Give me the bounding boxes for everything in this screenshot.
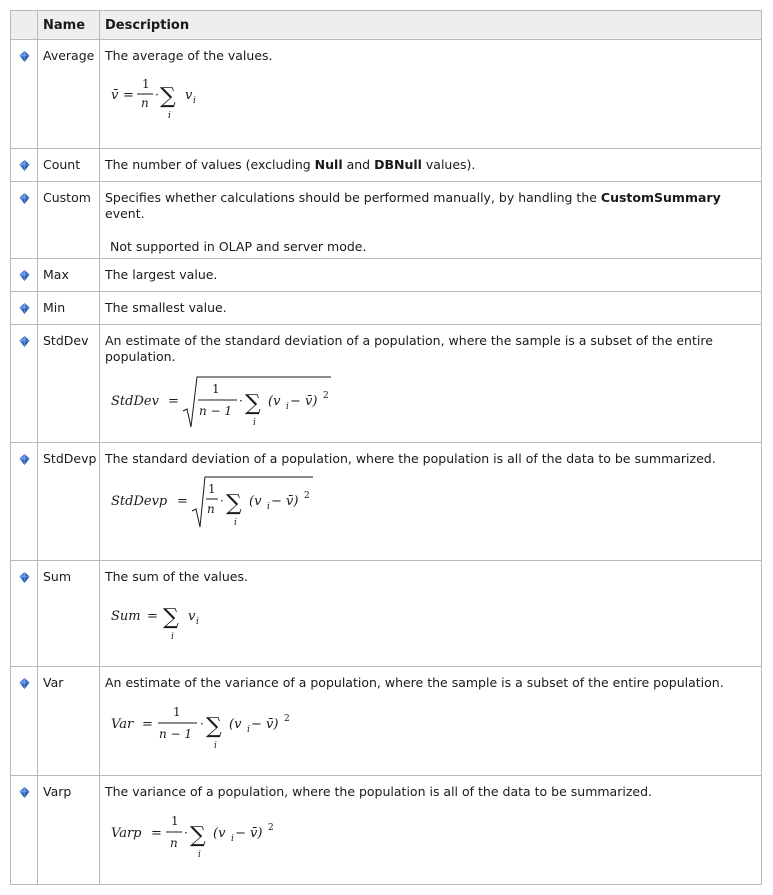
formula-lhs: StdDev <box>111 394 159 409</box>
formula-num: 1 <box>171 814 179 828</box>
formula-lhs: Sum <box>111 609 141 624</box>
enum-member-icon <box>19 160 30 171</box>
formula-num: 1 <box>208 482 216 496</box>
svg-text:·: · <box>200 717 204 731</box>
member-note: Not supported in OLAP and server mode. <box>110 239 367 254</box>
table-row <box>11 259 762 292</box>
formula-sigma: ∑ <box>160 84 176 109</box>
formula-body: (v <box>249 494 262 509</box>
formula-body: (v <box>229 717 242 732</box>
keyword-dbnull: DBNull <box>374 157 422 172</box>
member-name: StdDev <box>38 325 100 443</box>
member-description-cell <box>100 776 762 885</box>
header-icon-col <box>11 11 38 40</box>
member-description-cell <box>100 443 762 561</box>
formula-tail: − v̄) <box>251 717 279 732</box>
formula-lhs: v̄ <box>111 88 119 103</box>
stddevp-formula <box>105 475 335 537</box>
formula-tail: − v̄) <box>235 826 263 841</box>
formula-exp: 2 <box>268 823 274 833</box>
member-description-cell <box>100 182 762 259</box>
formula-idx: i <box>168 111 171 121</box>
formula-body: (v <box>268 394 281 409</box>
member-name: Max <box>38 259 100 292</box>
enum-member-icon <box>19 678 30 689</box>
enum-member-icon <box>19 572 30 583</box>
table-row <box>11 292 762 325</box>
members-table <box>10 10 762 885</box>
header-description: Description <box>100 11 762 40</box>
row-icon-cell <box>11 325 38 443</box>
svg-text:=: = <box>151 826 162 841</box>
svg-text:·: · <box>155 88 159 102</box>
svg-text:=: = <box>177 494 188 509</box>
table-row <box>11 40 762 149</box>
keyword-null: Null <box>314 157 343 172</box>
row-icon-cell <box>11 40 38 149</box>
row-icon-cell <box>11 182 38 259</box>
svg-text:·: · <box>239 394 243 408</box>
member-description-cell <box>100 325 762 443</box>
svg-text:·: · <box>220 494 224 508</box>
formula-sigma: ∑ <box>163 605 179 630</box>
formula-sigma: ∑ <box>245 391 261 416</box>
table-row <box>11 776 762 885</box>
svg-text:=: = <box>147 609 158 624</box>
member-description: Specifies whether calculations should be performed manually, by handling the CustomSummary event. <box>105 190 721 221</box>
formula-idx: i <box>198 850 201 860</box>
member-description: The smallest value. <box>100 292 762 325</box>
formula-sigma: ∑ <box>226 491 242 516</box>
formula-lhs: Varp <box>111 826 142 841</box>
formula-sub: i <box>286 402 289 412</box>
row-icon-cell <box>11 561 38 667</box>
member-description: The largest value. <box>100 259 762 292</box>
svg-text:=: = <box>142 717 153 732</box>
header-row <box>11 11 762 40</box>
formula-sub: i <box>247 725 250 735</box>
member-name: Varp <box>38 776 100 885</box>
formula-exp: 2 <box>304 491 310 501</box>
svg-text:·: · <box>184 826 188 840</box>
member-name: StdDevp <box>38 443 100 561</box>
member-description: An estimate of the variance of a population, where the sample is a subset of the entire population. <box>105 675 724 690</box>
sum-formula <box>105 593 225 643</box>
member-name: Custom <box>38 182 100 259</box>
formula-body: (v <box>213 826 226 841</box>
formula-tail: − v̄) <box>271 494 299 509</box>
header-name: Name <box>38 11 100 40</box>
formula-idx: i <box>234 518 237 528</box>
member-description-cell <box>100 40 762 149</box>
formula-var: v <box>185 88 193 103</box>
table-row <box>11 149 762 182</box>
formula-den: n − 1 <box>199 404 233 418</box>
enum-member-icon <box>19 193 30 204</box>
table-row <box>11 667 762 776</box>
table-row <box>11 561 762 667</box>
member-name: Min <box>38 292 100 325</box>
formula-sub: i <box>196 617 199 627</box>
formula-idx: i <box>214 741 217 751</box>
var-formula <box>105 699 325 755</box>
average-formula <box>105 72 225 122</box>
member-description: The average of the values. <box>105 48 273 63</box>
member-name: Count <box>38 149 100 182</box>
formula-num: 1 <box>142 77 150 91</box>
table-row <box>11 182 762 259</box>
formula-sigma: ∑ <box>190 823 206 848</box>
formula-sigma: ∑ <box>206 714 222 739</box>
member-description-cell <box>100 561 762 667</box>
row-icon-cell <box>11 149 38 182</box>
enum-member-icon <box>19 787 30 798</box>
table-row <box>11 443 762 561</box>
formula-exp: 2 <box>323 391 329 401</box>
stddev-formula <box>105 373 345 435</box>
svg-text:=: = <box>123 88 134 103</box>
formula-lhs: Var <box>111 717 134 732</box>
formula-lhs: StdDevp <box>111 494 168 509</box>
formula-sub: i <box>193 96 196 106</box>
formula-var: v <box>188 609 196 624</box>
keyword-customsummary: CustomSummary <box>600 190 721 205</box>
formula-den: n <box>207 502 215 516</box>
member-description: The number of values (excluding Null and DBNull values). <box>100 149 762 182</box>
formula-idx: i <box>171 632 174 642</box>
formula-sub: i <box>231 834 234 844</box>
row-icon-cell <box>11 259 38 292</box>
formula-tail: − v̄) <box>290 394 318 409</box>
enum-member-icon <box>19 270 30 281</box>
member-name: Sum <box>38 561 100 667</box>
formula-idx: i <box>253 418 256 428</box>
formula-exp: 2 <box>284 714 290 724</box>
member-name: Average <box>38 40 100 149</box>
member-name: Var <box>38 667 100 776</box>
member-description-cell <box>100 667 762 776</box>
member-description: The variance of a population, where the population is all of the data to be summarized. <box>105 784 652 799</box>
row-icon-cell <box>11 776 38 885</box>
formula-sub: i <box>267 502 270 512</box>
member-description: An estimate of the standard deviation of a population, where the sample is a subset of the entire population. <box>105 333 713 364</box>
enum-member-icon <box>19 454 30 465</box>
varp-formula <box>105 808 305 864</box>
member-description: The standard deviation of a population, where the population is all of the data to be summarized. <box>105 451 716 466</box>
formula-den: n − 1 <box>159 727 193 741</box>
enum-member-icon <box>19 303 30 314</box>
row-icon-cell <box>11 443 38 561</box>
table-row <box>11 325 762 443</box>
formula-den: n <box>170 836 178 850</box>
formula-num: 1 <box>212 382 220 396</box>
enum-member-icon <box>19 51 30 62</box>
row-icon-cell <box>11 667 38 776</box>
svg-text:=: = <box>168 394 179 409</box>
formula-den: n <box>141 96 149 110</box>
member-description: The sum of the values. <box>105 569 248 584</box>
row-icon-cell <box>11 292 38 325</box>
formula-num: 1 <box>173 705 181 719</box>
enum-member-icon <box>19 336 30 347</box>
